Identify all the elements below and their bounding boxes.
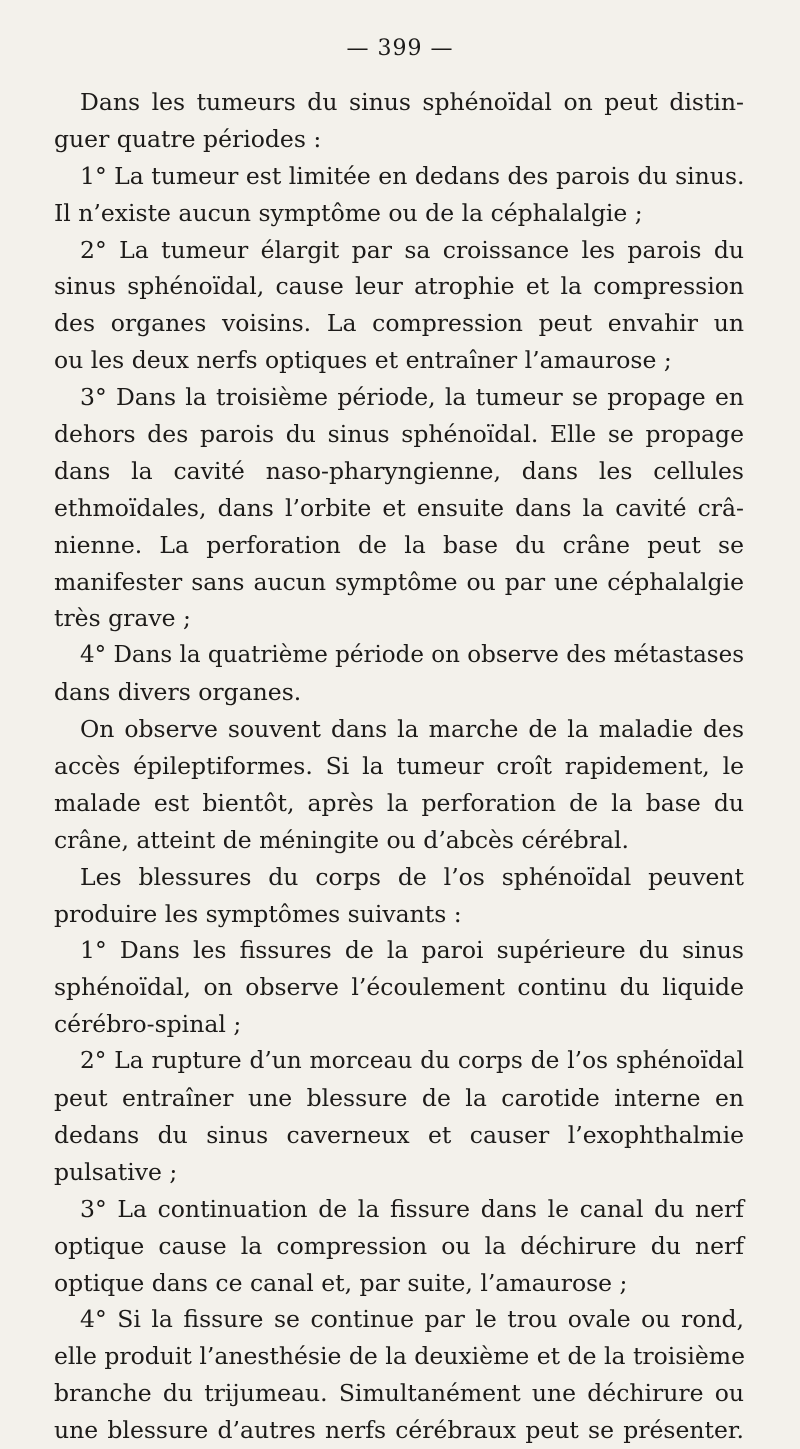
text-line: dans la cavité naso-pharyngienne, dans les cellules	[54, 456, 744, 485]
text-line: 3° Dans la troisième période, la tumeur se propage en	[80, 383, 744, 412]
text-line: peut entraîner une blessure de la carotide interne en	[54, 1084, 744, 1113]
text-line: dans divers organes.	[54, 678, 302, 707]
page-number: — 399 —	[346, 36, 454, 61]
body-text	[54, 84, 744, 1449]
text-line: ou les deux nerfs optiques et entraîner l’amaurose ;	[54, 346, 672, 375]
text-line: guer quatre périodes :	[54, 124, 322, 153]
text-line: 1° Dans les fissures de la paroi supérieure du sinus	[80, 936, 744, 965]
text-line: 1° La tumeur est limitée en dedans des parois du sinus.	[80, 161, 745, 190]
text-line: elle produit l’anesthésie de la deuxième et de la troisième	[54, 1342, 745, 1371]
text-line: accès épileptiformes. Si la tumeur croît rapidement, le	[54, 752, 744, 781]
text-line: 3° La continuation de la fissure dans le canal du nerf	[80, 1194, 744, 1223]
text-line: 4° Si la fissure se continue par le trou ovale ou rond,	[80, 1305, 744, 1334]
text-line: nienne. La perforation de la base du crâne peut se	[54, 530, 744, 559]
text-line: optique cause la compression ou la déchirure du nerf	[54, 1231, 744, 1260]
text-line: manifester sans aucun symptôme ou par une céphalalgie	[54, 567, 744, 596]
text-line: crâne, atteint de méningite ou d’abcès cérébral.	[54, 825, 629, 854]
text-line: 2° La rupture d’un morceau du corps de l’os sphénoïdal	[80, 1047, 744, 1075]
text-line: Dans les tumeurs du sinus sphénoïdal on peut distin-	[80, 88, 744, 116]
text-line: cérébro-spinal ;	[54, 1010, 242, 1039]
text-line: sphénoïdal, on observe l’écoulement continu du liquide	[54, 973, 744, 1002]
text-line: des organes voisins. La compression peut envahir un	[54, 309, 744, 338]
text-line: sinus sphénoïdal, cause leur atrophie et la compression	[54, 272, 744, 301]
text-line: branche du trijumeau. Simultanément une déchirure ou	[54, 1379, 744, 1408]
text-line: très grave ;	[54, 604, 191, 633]
text-line: ethmoïdales, dans l’orbite et ensuite dans la cavité crâ-	[54, 493, 744, 522]
text-line: malade est bientôt, après la perforation de la base du	[54, 788, 744, 817]
text-line: produire les symptômes suivants :	[54, 899, 462, 928]
text-line: Les blessures du corps de l’os sphénoïdal peuvent	[80, 862, 744, 891]
text-line: optique dans ce canal et, par suite, l’amaurose ;	[54, 1268, 628, 1297]
text-line: dehors des parois du sinus sphénoïdal. Elle se propage	[54, 420, 744, 449]
text-line: pulsative ;	[54, 1157, 178, 1186]
text-line: On observe souvent dans la marche de la maladie des	[80, 715, 744, 744]
text-line: une blessure d’autres nerfs cérébraux peut se présenter.	[54, 1416, 744, 1445]
text-line: dedans du sinus caverneux et causer l’exophthalmie	[54, 1120, 744, 1149]
text-line: 2° La tumeur élargit par sa croissance les parois du	[80, 235, 744, 264]
text-line: Il n’existe aucun symptôme ou de la céphalalgie ;	[54, 198, 643, 227]
text-line: 4° Dans la quatrième période on observe des métastases	[80, 642, 744, 669]
